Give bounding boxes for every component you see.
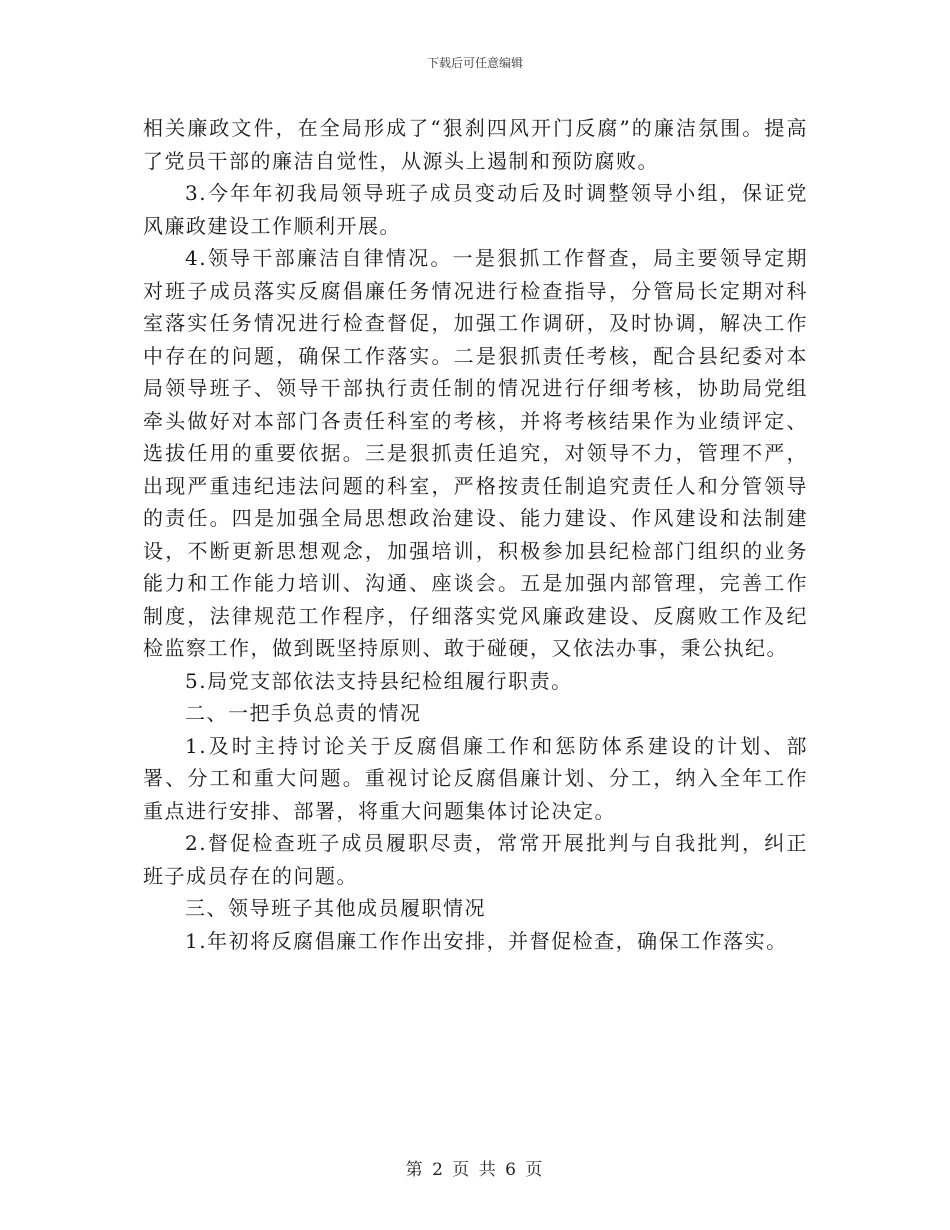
paragraph: 相关廉政文件，在全局形成了“狠刹四风开门反腐”的廉洁氛围。提高了党员干部的廉洁自觉性，从源头上遏制和预防腐败。 (143, 116, 808, 173)
paragraph: 5.局党支部依法支持县纪检组履行职责。 (185, 668, 573, 693)
section-heading: 三、领导班子其他成员履职情况 (185, 896, 486, 920)
paragraph: 3.今年年初我局领导班子成员变动后及时调整领导小组，保证党风廉政建设工作顺利开展。 (143, 181, 808, 238)
paragraph: 1.年初将反腐倡廉工作作出安排，并督促检查，确保工作落实。 (185, 928, 788, 953)
section-heading: 二、一把手负总责的情况 (185, 701, 422, 725)
document-body (143, 112, 808, 957)
header-note: 下载后可任意编辑 (426, 56, 523, 70)
paragraph: 2.督促检查班子成员履职尽责，常常开展批判与自我批判，纠正班子成员存在的问题。 (143, 831, 808, 888)
paragraph: 1.及时主持讨论关于反腐倡廉工作和惩防体系建设的计划、部署、分工和重大问题。重视讨论反腐倡廉计划、分工，纳入全年工作重点进行安排、部署，将重大问题集体讨论决定。 (143, 733, 808, 823)
paragraph: 4.领导干部廉洁自律情况。一是狠抓工作督查，局主要领导定期对班子成员落实反腐倡廉任务情况进行检查指导，分管局长定期对科室落实任务情况进行检查督促，加强工作调研，及时协调，解决工作中存在的问题，确保工作落实。二是狠抓责任考核，配合县纪委对本局领导班子、领导干部执行责任制的情况进行仔细考核，协助局党组牵头做好对本部门各责任科室的考核，并将考核结果作为业绩评定、选拔任用的重要依据。三是狠抓责任追究，对领导不力，管理不严，出现严重违纪违法问题的科室，严格按责任制追究责任人和分管领导的责任。四是加强全局思想政治建设、能力建设、作风建设和法制建设，不断更新思想观念，加强培训，积极参加县纪检部门组织的业务能力和工作能力培训、沟通、座谈会。五是加强内部管理，完善工作制度，法律规范工作程序，仔细落实党风廉政建设、反腐败工作及纪检监察工作，做到既坚持原则、敢于碰硬，又依法办事，秉公执纪。 (143, 246, 808, 660)
page-number: 第 2 页 共 6 页 (405, 1160, 545, 1180)
